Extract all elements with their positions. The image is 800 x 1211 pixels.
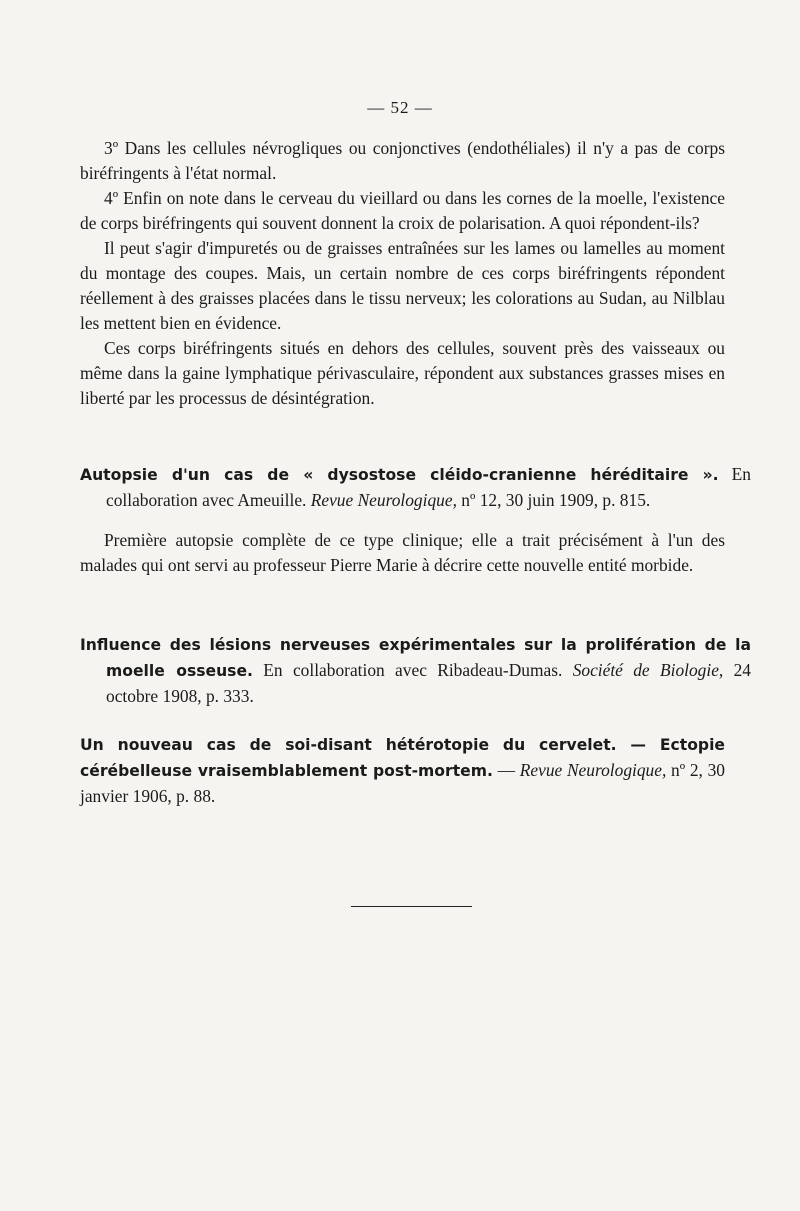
entry-title: Un nouveau cas de soi-disant hétérotopie du cervelet. — Ectopie cérébelleuse vraisemblablement post-mortem.	[80, 736, 725, 780]
paragraph-perivascular: Ces corps biréfringents situés en dehors des cellules, souvent près des vaisseaux ou même dans la gaine lymphatique périvasculaire, répondent aux substances grasses mises en liberté par les processus de désintégration.	[80, 338, 725, 408]
entry-title: Autopsie d'un cas de « dysostose cléido-cranienne héréditaire ».	[80, 466, 719, 484]
bibliography-entry-moelle-osseuse	[80, 632, 751, 709]
page-number: — 52 —	[367, 98, 433, 117]
entry-journal: Société de Biologie,	[572, 660, 724, 680]
bibliography-entry-cervelet	[80, 732, 725, 809]
section-divider-rule	[351, 906, 472, 907]
entry-citation: 24 octobre 1908, p. 333.	[106, 660, 751, 706]
entry-collaboration: En collaboration avec Ameuille.	[106, 464, 751, 510]
entry-journal: Revue Neurologique,	[519, 760, 667, 780]
paragraph-cells: 3º Dans les cellules névrogliques ou conjonctives (endothéliales) il n'y a pas de corps biréfringents à l'état normal.	[80, 138, 725, 183]
bibliography-entry-dysostose	[80, 462, 751, 513]
description-paragraph: Première autopsie complète de ce type clinique; elle a trait précisément à l'un des malades qui ont servi au professeur Pierre Marie à décrire cette nouvelle entité morbide.	[80, 530, 725, 575]
entry-separator: —	[492, 760, 520, 780]
entry-title: Influence des lésions nerveuses expérimentales sur la prolifération de la moelle osseuse.	[80, 636, 751, 680]
entry-description	[80, 528, 725, 578]
entry-journal: Revue Neurologique,	[310, 490, 457, 510]
paragraph-elderly-brain: 4º Enfin on note dans le cerveau du vieillard ou dans les cornes de la moelle, l'existence de corps biréfringents qui souvent donnent la croix de polarisation. A quoi répondent-ils?	[80, 188, 725, 233]
entry-collaboration: En collaboration avec Ribadeau-Dumas.	[252, 660, 573, 680]
entry-citation: nº 2, 30 janvier 1906, p. 88.	[80, 760, 725, 806]
intro-paragraphs	[80, 136, 725, 411]
entry-citation: nº 12, 30 juin 1909, p. 815.	[456, 490, 651, 510]
paragraph-impurities: Il peut s'agir d'impuretés ou de graisses entraînées sur les lames ou lamelles au moment du montage des coupes. Mais, un certain nombre de ces corps biréfringents répondent réellement à des graisses placées dans le tissu nerveux; les colorations au Sudan, au Nilblau les mettent bien en évidence.	[80, 238, 725, 333]
